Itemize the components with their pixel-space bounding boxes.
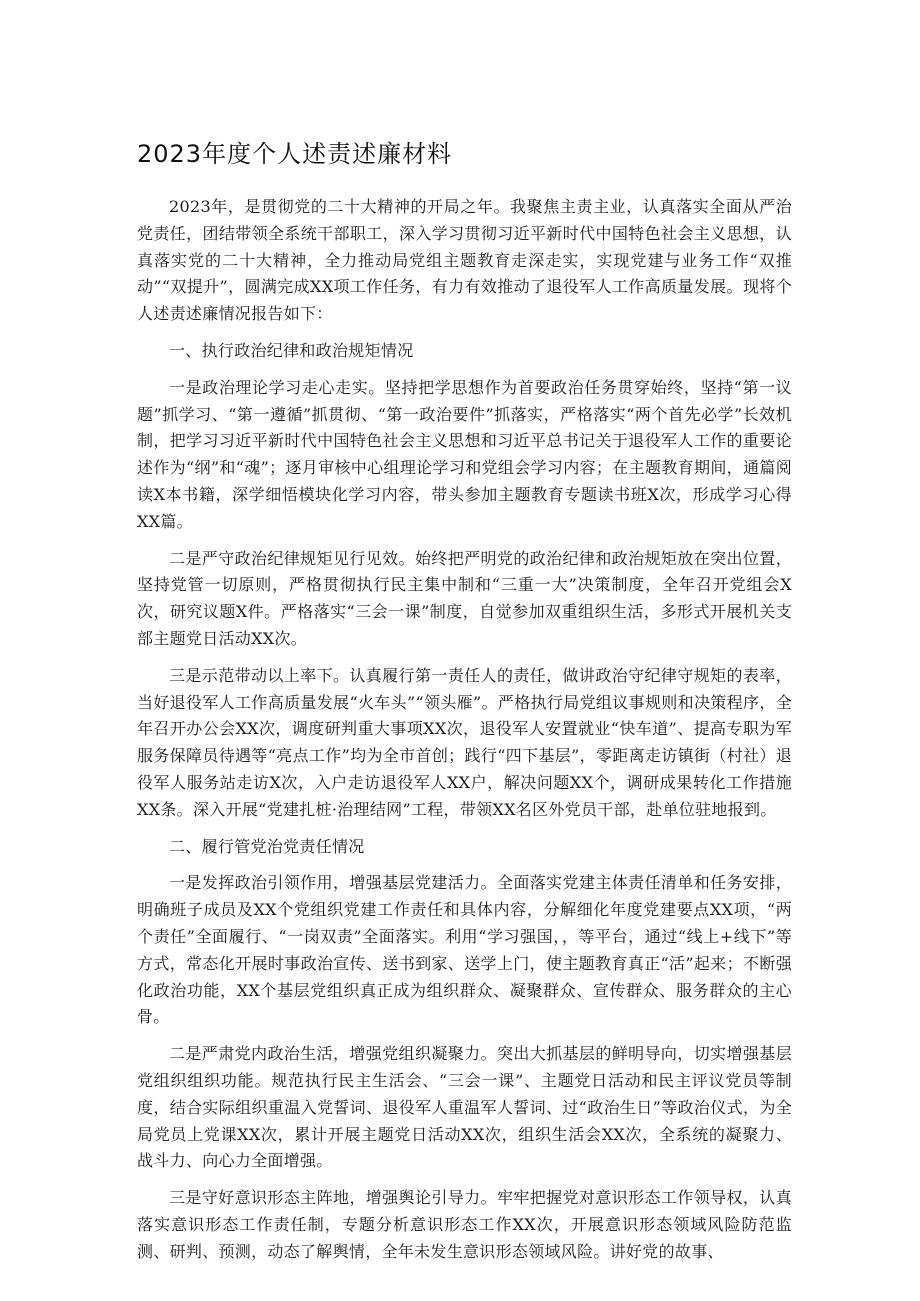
intro-paragraph: 2023年，是贯彻党的二十大精神的开局之年。我聚焦主责主业，认真落实全面从严治党责任，团结带领全系统干部职工，深入学习贯彻习近平新时代中国特色社会主义思想，认真落实党的二十大精神，全力推动局党组主题教育走深走实，实现党建与业务工作“双推动”“双提升”，圆满完成XX项工作任务，有力有效推动了退役军人工作高质量发展。现将个人述责述廉情况报告如下： [137,197,792,324]
document-title: 2023年度个人述责述廉材料 [137,140,453,168]
paragraph-political-study: 一是政治理论学习走心走实。坚持把学思想作为首要政治任务贯穿始终，坚持“第一议题”抓学习、“第一遵循”抓贯彻、“第一政治要件”抓落实，严格落实“两个首先必学”长效机制，把学习习近平新时代中国特色社会主义思想和习近平总书记关于退役军人工作的重要论述作为“纲”和“魂”；逐月审核中心组理论学习和党组会学习内容；在主题教育期间，通篇阅读X本书籍，深学细悟模块化学习内容，带头参加主题教育专题读书班X次，形成学习心得XX篇。 [137,377,792,531]
paragraph-leading-by-example: 三是示范带动以上率下。认真履行第一责任人的责任，做讲政治守纪律守规矩的表率，当好退役军人工作高质量发展“火车头”“领头雁”。严格执行局党组议事规则和决策程序，全年召开办公会XX次，调度研判重大事项XX次，退役军人安置就业“快车道”、提高专职为军服务保障员待遇等“亮点工作”均为全市首创；践行“四下基层”，零距离走访镇街（村社）退役军人服务站走访X次，入户走访退役军人XX户，解决问题XX个，调研成果转化工作措施XX条。深入开展“党建扎桩·治理结网”工程，带领XX名区外党员干部，赴单位驻地报到。 [137,665,792,819]
paragraph-political-discipline: 二是严守政治纪律规矩见行见效。始终把严明党的政治纪律和政治规矩放在突出位置，坚持党管一切原则，严格贯彻执行民主集中制和“三重一大”决策制度，全年召开党组会X次，研究议题X件。严格落实“三会一课”制度，自觉参加双重组织生活，多形式开展机关支部主题党日活动XX次。 [137,548,792,648]
paragraph-ideology: 三是守好意识形态主阵地，增强舆论引导力。牢牢把握党对意识形态工作领导权，认真落实意识形态工作责任制，专题分析意识形态工作XX次，开展意识形态领域风险防范监测、研判、预测，动态了解舆情，全年未发生意识形态领域风险。讲好党的故事、 [137,1188,792,1261]
paragraph-political-leadership: 一是发挥政治引领作用，增强基层党建活力。全面落实党建主体责任清单和任务安排，明确班子成员及XX个党组织党建工作责任和具体内容，分解细化年度党建要点XX项，“两个责任”全面履行、“一岗双责”全面落实。利用“学习强国，，等平台，通过“线上+线下”等方式，常态化开展时事政治宣传、送书到家、送学上门，使主题教育真正“活”起来；不断强化政治功能，XX个基层党组织真正成为组织群众、凝聚群众、宣传群众、服务群众的主心骨。 [137,873,792,1027]
document-page [137,138,792,1275]
section-heading-1: 一、执行政治纪律和政治规矩情况 [169,340,414,360]
paragraph-party-life: 二是严肃党内政治生活，增强党组织凝聚力。突出大抓基层的鲜明导向，切实增强基层党组织组织功能。规范执行民主生活会、“三会一课”、主题党日活动和民主评议党员等制度，结合实际组织重温入党誓词、退役军人重温军人誓词、过“政治生日”等政治仪式，为全局党员上党课XX次，累计开展主题党日活动XX次，组织生活会XX次，全系统的凝聚力、战斗力、向心力全面增强。 [137,1044,792,1171]
section-heading-2: 二、履行管党治党责任情况 [169,836,365,856]
